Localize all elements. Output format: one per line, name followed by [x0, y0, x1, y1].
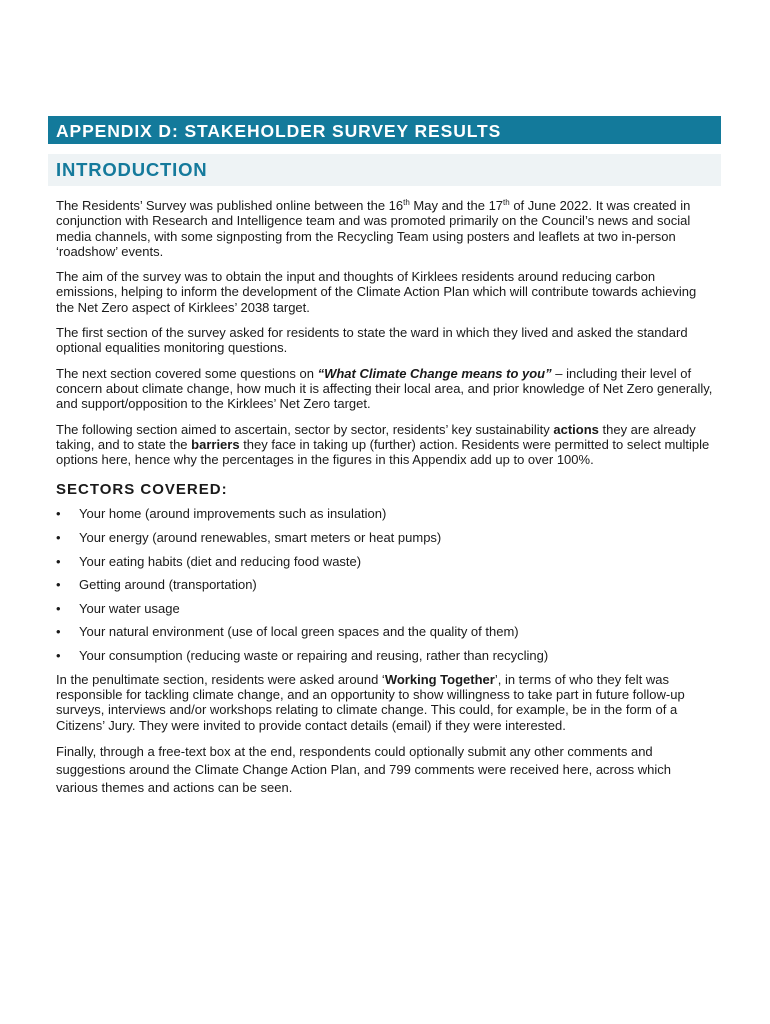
- bullet-icon: •: [56, 600, 61, 616]
- list-item: • Your eating habits (diet and reducing food waste): [56, 553, 362, 569]
- list-item: • Your natural environment (use of local green spaces and the quality of them): [56, 624, 519, 640]
- list-item: • Getting around (transportation): [56, 577, 257, 593]
- paragraph-first-section: The first section of the survey asked for residents to state the ward in which they lived and asked the standard optional equalities monitoring questions.: [56, 325, 688, 356]
- bullet-icon: •: [56, 506, 61, 522]
- appendix-title: APPENDIX D: STAKEHOLDER SURVEY RESULTS: [48, 116, 721, 144]
- sectors-covered-heading: SECTORS COVERED:: [56, 481, 228, 499]
- paragraph-penultimate-section: In the penultimate section, residents were asked around ‘Working Together’, in terms of who they felt was responsible for tackling climate change, and an opportunity to show willingness to take part in future follow-up surveys, interviews and/or workshops relating to climate change. This could, for example, be in the form of a Citizens’ Jury. They were invited to provide contact details (email) if they were interested.: [56, 671, 685, 733]
- list-item: • Your water usage: [56, 600, 180, 616]
- list-item: • Your energy (around renewables, smart meters or heat pumps): [56, 530, 442, 546]
- bullet-icon: •: [56, 624, 61, 640]
- bullet-icon: •: [56, 530, 61, 546]
- paragraph-next-section: The next section covered some questions on “What Climate Change means to you” – including their level of concern about climate change, how much it is affecting their local area, and prior knowledge of Net Zero generally, and support/opposition to the Kirklees’ Net Zero target.: [56, 365, 713, 412]
- list-item: • Your consumption (reducing waste or repairing and reusing, rather than recycling): [56, 648, 549, 664]
- paragraph-final-section: Finally, through a free-text box at the end, respondents could optionally submit any other comments and suggestions around the Climate Change Action Plan, and 799 comments were received here, across which various themes and actions can be seen.: [56, 743, 671, 795]
- body-content: [48, 198, 721, 797]
- paragraph-survey-aim: The aim of the survey was to obtain the input and thoughts of Kirklees residents around reducing carbon emissions, helping to inform the development of the Climate Action Plan which will contribute towards achieving the Net Zero aspect of Kirklees’ 2038 target.: [56, 269, 697, 315]
- document-page: [48, 116, 721, 797]
- section-title-introduction: INTRODUCTION: [48, 154, 721, 186]
- paragraph-survey-publication: The Residents’ Survey was published online between the 16th May and the 17th of June 2022. It was created in conjunction with Research and Intelligence team and was promoted primarily on the Council’s news and social media channels, with some signposting from the Recycling Team using posters and leaflets at two in-person ‘roadshow’ events.: [56, 198, 691, 259]
- paragraph-following-section: The following section aimed to ascertain, sector by sector, residents’ key sustainability actions they are already taking, and to state the barriers they face in taking up (further) action. Residents were permitted to select multiple options here, hence why the percentages in the figures in this Appendix add up to over 100%.: [56, 421, 710, 468]
- list-item: • Your home (around improvements such as insulation): [56, 506, 387, 522]
- bullet-icon: •: [56, 553, 61, 569]
- sectors-list: [56, 506, 713, 663]
- bullet-icon: •: [56, 577, 61, 593]
- bullet-icon: •: [56, 648, 61, 664]
